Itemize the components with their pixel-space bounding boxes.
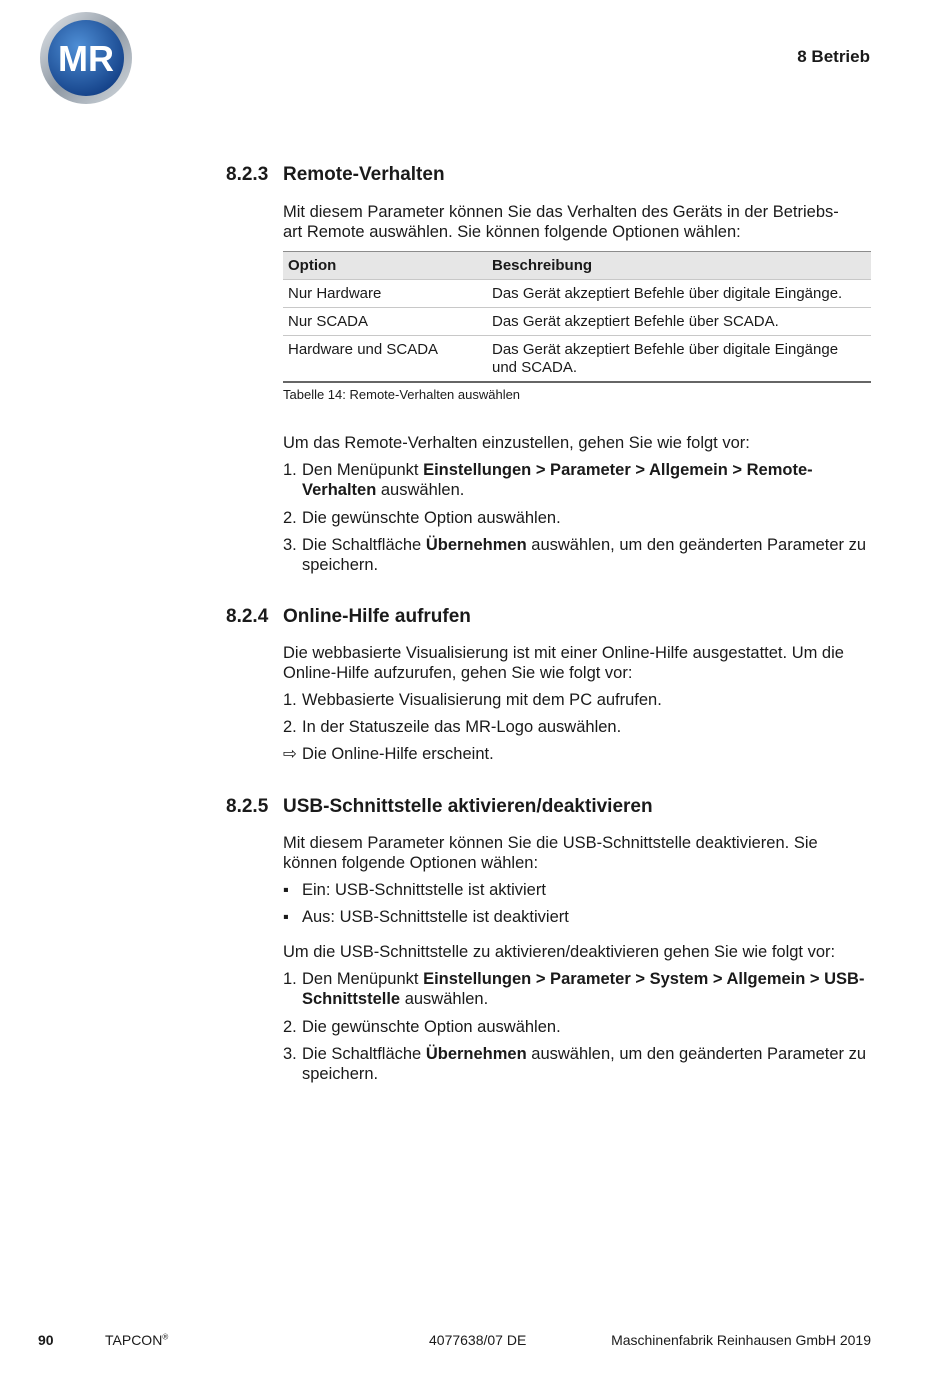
menu-path: Einstellungen > Parameter > Allgemein > Remote-Verhalten <box>302 461 813 499</box>
logo-text: MR <box>58 38 114 79</box>
table-cell: Das Gerät akzeptiert Befehle über SCADA. <box>487 308 871 336</box>
mr-logo <box>39 11 133 105</box>
table-row <box>283 308 871 336</box>
column-header: Beschreibung <box>492 257 593 274</box>
section-heading-8-2-3 <box>226 164 445 186</box>
registered-mark: ® <box>162 1332 169 1342</box>
result-arrow-icon: ⇨ <box>283 745 297 763</box>
section-title: USB-Schnittstelle aktivieren/deaktivieren <box>283 796 653 817</box>
table-cell: Das Gerät akzeptiert Befehle über digitale Eingänge. <box>487 280 871 308</box>
section-title: Online-Hilfe aufrufen <box>283 606 471 627</box>
list-item: 3. Die Schaltfläche Übernehmen auswählen, um den geänderten Parameter zu speichern. <box>283 1045 867 1083</box>
list-marker: 2. <box>283 1018 297 1036</box>
bullet-item: ▪ Ein: USB-Schnittstelle ist aktiviert <box>283 881 546 899</box>
list-marker: 2. <box>283 509 297 527</box>
table-row <box>283 336 871 383</box>
list-marker: 3. <box>283 536 297 554</box>
list-item: 2. Die gewünschte Option auswählen. <box>283 509 561 527</box>
table-row <box>283 280 871 308</box>
section-number: 8.2.4 <box>226 606 269 627</box>
list-marker: 1. <box>283 970 297 988</box>
result-item: ⇨ Die Online-Hilfe erscheint. <box>283 745 494 763</box>
list-marker: 2. <box>283 718 297 736</box>
table-header-row <box>283 252 871 280</box>
bullet-icon: ▪ <box>283 908 289 926</box>
options-table <box>283 251 871 383</box>
table-cell: Hardware und SCADA <box>283 336 487 383</box>
table-cell: Nur SCADA <box>283 308 487 336</box>
list-item: 1. Den Menüpunkt Einstellungen > Parameter > Allgemein > Remote-Verhalten auswählen. <box>283 461 813 499</box>
page-number: 90 <box>38 1332 54 1348</box>
table-cell: Nur Hardware <box>283 280 487 308</box>
button-name: Übernehmen <box>425 1045 527 1063</box>
howto-paragraph: Um das Remote-Verhalten einzustellen, gehen Sie wie folgt vor: <box>283 434 750 452</box>
table-cell: Das Gerät akzeptiert Befehle über digitale Eingänge und SCADA. <box>487 336 871 383</box>
intro-paragraph: Mit diesem Parameter können Sie das Verhalten des Geräts in der Betriebs- art Remote auswählen. Sie können folgende Optionen wählen: <box>283 203 839 241</box>
menu-path: Einstellungen > Parameter > System > Allgemein > USB-Schnittstelle <box>302 970 865 1008</box>
section-heading-8-2-4 <box>226 606 471 628</box>
list-item: 3. Die Schaltfläche Übernehmen auswählen, um den geänderten Parameter zu speichern. <box>283 536 867 574</box>
bullet-item: ▪ Aus: USB-Schnittstelle ist deaktiviert <box>283 908 569 926</box>
howto-paragraph: Um die USB-Schnittstelle zu aktivieren/deaktivieren gehen Sie wie folgt vor: <box>283 943 836 961</box>
button-name: Übernehmen <box>425 536 527 554</box>
product-name: TAPCON® <box>105 1332 169 1348</box>
section-heading-8-2-5 <box>226 796 653 818</box>
list-item: 1. Webbasierte Visualisierung mit dem PC aufrufen. <box>283 691 662 709</box>
table-caption: Tabelle 14: Remote-Verhalten auswählen <box>283 387 521 402</box>
list-item: 1. Den Menüpunkt Einstellungen > Parameter > System > Allgemein > USB-Schnittstelle auswählen. <box>283 970 865 1008</box>
bullet-icon: ▪ <box>283 881 289 899</box>
intro-paragraph: Mit diesem Parameter können Sie die USB-Schnittstelle deaktivieren. Sie können folgende Optionen wählen: <box>283 834 818 872</box>
document-number: 4077638/07 DE <box>429 1332 527 1348</box>
chapter-title: 8 Betrieb <box>797 47 870 66</box>
list-marker: 1. <box>283 691 297 709</box>
section-title: Remote-Verhalten <box>283 164 445 185</box>
list-item: 2. In der Statuszeile das MR-Logo auswählen. <box>283 718 622 736</box>
list-marker: 3. <box>283 1045 297 1063</box>
company-name: Maschinenfabrik Reinhausen GmbH 2019 <box>611 1332 871 1348</box>
section-number: 8.2.5 <box>226 796 269 817</box>
intro-paragraph: Die webbasierte Visualisierung ist mit einer Online-Hilfe ausgestattet. Um die Online-Hilfe aufzurufen, gehen Sie wie folgt vor: <box>283 644 844 682</box>
list-marker: 1. <box>283 461 297 479</box>
section-number: 8.2.3 <box>226 164 269 185</box>
column-header: Option <box>288 257 337 274</box>
list-item: 2. Die gewünschte Option auswählen. <box>283 1018 561 1036</box>
